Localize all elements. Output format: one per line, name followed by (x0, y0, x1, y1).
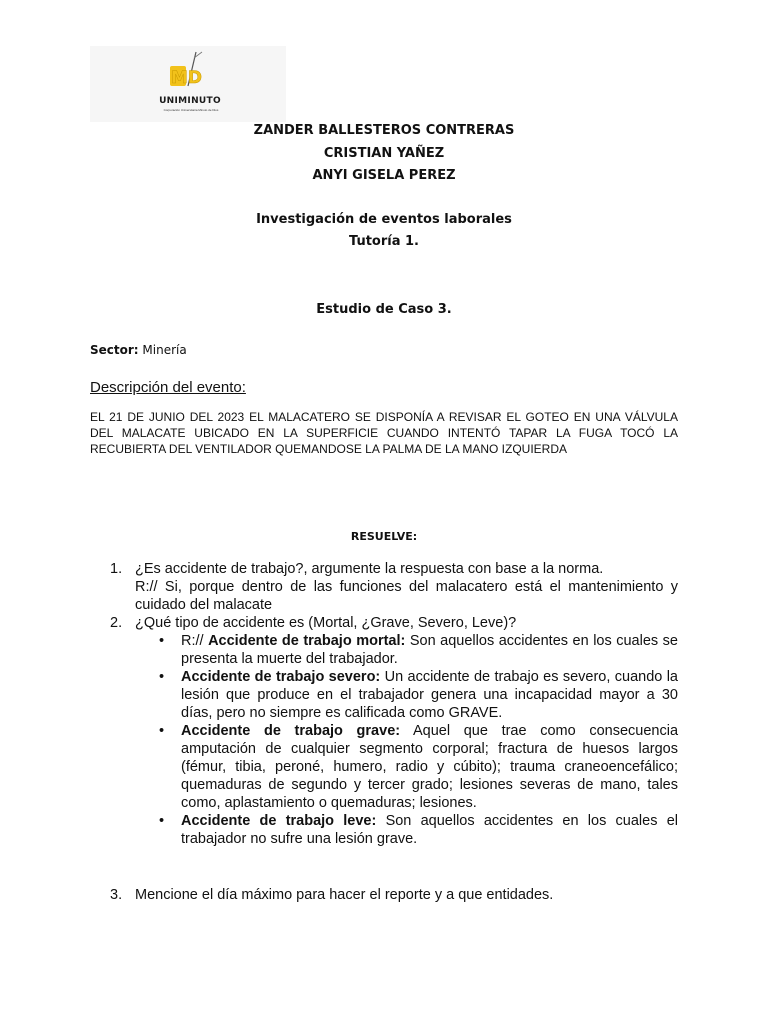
course-title: Investigación de eventos laborales (256, 212, 512, 227)
question-number: 1. (110, 561, 123, 577)
bullet-icon: • (159, 669, 165, 685)
question-text: ¿Es accidente de trabajo?, argumente la respuesta con base a la norma. (135, 561, 604, 577)
list-item (157, 632, 678, 668)
md-logo-mark-icon (150, 50, 230, 96)
list-item (157, 668, 678, 722)
sector-label: Sector: (90, 343, 139, 357)
type-term: Accidente de trabajo grave: (181, 723, 401, 739)
sector-line (90, 343, 187, 357)
type-description: Son aquellos accidentes en los cuales el trabajador no sufre una lesión grave. (181, 813, 678, 847)
type-term: Accidente de trabajo mortal: (208, 633, 406, 649)
type-description: Un accidente de trabajo es severo, cuando la lesión que produce en el trabajador genera una incapacidad mayor a 30 días, pero no siempre es calificada como GRAVE. (181, 669, 678, 721)
logo-mark-text: MD (171, 68, 203, 88)
tutoria-label: Tutoría 1. (349, 234, 419, 249)
author-2: CRISTIAN YAÑEZ (323, 146, 445, 161)
question-number: 2. (110, 615, 123, 631)
bullet-icon: • (159, 723, 165, 739)
logo-name: UNIMINUTO (159, 96, 221, 106)
question-answer: R:// Si, porque dentro de las funciones del malacatero está el mantenimiento y cuidado del malacate (135, 579, 678, 613)
question-text: Mencione el día máximo para hacer el reporte y a que entidades. (135, 887, 554, 903)
case-title: Estudio de Caso 3. (316, 302, 452, 317)
question-text: ¿Qué tipo de accidente es (Mortal, ¿Grave, Severo, Leve)? (135, 615, 517, 631)
question-number: 3. (110, 887, 123, 903)
type-description: Aquel que trae como consecuencia amputación de cualquier segmento corporal; fractura de huesos largos (fémur, tibia, peroné, humero, radio y cúbito); trauma craneoencefálico; quemaduras de segundo y tercer grado; lesiones severas de mano, tales como, aplastamiento o quemaduras; lesiones. (181, 723, 679, 811)
accident-types-list (157, 632, 678, 848)
author-3: ANYI GISELA PEREZ (312, 168, 456, 183)
sector-value: Minería (138, 343, 187, 357)
logo-subtitle: Corporación Universitaria Minuto de Dios (163, 108, 219, 112)
type-term: Accidente de trabajo severo: (181, 669, 381, 685)
type-prefix: R:// (181, 633, 209, 649)
bullet-icon: • (159, 633, 165, 649)
event-description-text: EL 21 DE JUNIO DEL 2023 EL MALACATERO SE DISPONÍA A REVISAR EL GOTEO EN UNA VÁLVULA DEL MALACATE UBICADO EN LA SUPERFICIE CUANDO INTENTÓ TAPAR LA FUGA TOCÓ LA RECUBIERTA DEL VENTILADOR QUEMANDOSE LA PALMA DE LA MANO IZQUIERDA (90, 410, 678, 456)
university-logo (90, 46, 286, 122)
resuelve-heading: RESUELVE: (350, 530, 418, 543)
type-description: Son aquellos accidentes en los cuales se presenta la muerte del trabajador. (181, 633, 678, 667)
type-term: Accidente de trabajo leve: (181, 813, 377, 829)
list-item (157, 722, 678, 812)
bullet-icon: • (159, 813, 165, 829)
author-1: ZANDER BALLESTEROS CONTRERAS (253, 123, 515, 138)
list-item (157, 812, 678, 848)
event-description-heading: Descripción del evento: (90, 379, 246, 396)
